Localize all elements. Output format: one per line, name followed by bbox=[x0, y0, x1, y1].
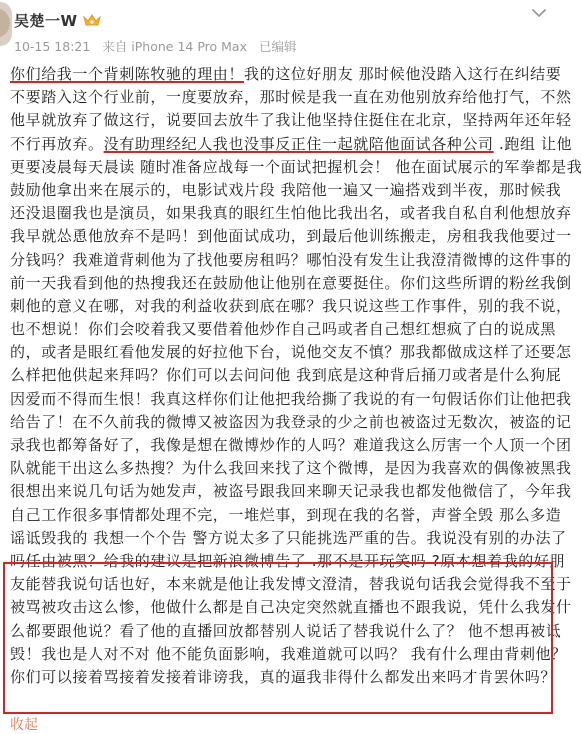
post-line: 队就能干出这么多热搜？为什么我回来找了这个微博，是因为我喜欢的偶像被黑我 bbox=[10, 459, 572, 478]
post-line: 友能替我说句话也好，本来就是他让我发博文澄清，替我说句话我会觉得我不至于 bbox=[10, 575, 572, 594]
avatar[interactable] bbox=[0, 2, 12, 46]
post-line: 你们可以接着骂接着发接着诽谤我，真的逼我非得什么都发出来吗才肯罢休吗？ bbox=[10, 667, 557, 686]
post-line: 被骂被攻击这么惨，他做什么都是自己决定突然就直播也不跟我说，凭什么我发什 bbox=[10, 598, 572, 617]
post-line-text: 不行再放弃。 bbox=[10, 134, 104, 153]
post-source: 来自 iPhone 14 Pro Max bbox=[102, 39, 247, 54]
post-line bbox=[10, 133, 573, 156]
post-line: 录我也都筹备好了，我像是想在微博炒作的人吗？难道我这么厉害一个人顶一个团 bbox=[10, 436, 572, 454]
crown-badge-icon[interactable] bbox=[83, 13, 101, 27]
post-line: 吗任由被黑？给我的建议是把新浪微博告了 .那不是开玩笑吗 ?原本想着我的好朋 bbox=[10, 551, 566, 570]
post-line-text: 我的这位好朋友 那时候他没踏入这行在纠结要 bbox=[244, 65, 562, 83]
post-meta bbox=[14, 37, 304, 55]
post-line: 自己工作很多事情都处理不完，一堆烂事，到现在我的名誉，声誉全毁 那么多造 bbox=[10, 505, 562, 524]
post-line: 还没退圈我也是演员，如果我真的眼红生怕他比我出名，或者我自私自利他想放弃 bbox=[10, 204, 572, 223]
post-header bbox=[0, 0, 564, 60]
collapse-link[interactable]: 收起 bbox=[10, 717, 38, 733]
post-line: 也不想说！你们会咬着我又要借着他炒作自己吗或者自己想红想疯了白的说成黑 bbox=[10, 320, 557, 339]
post-line: 么都要跟他说？看了他的直播回放都替别人说话了替我说什么了？ 他不想再被诋 bbox=[10, 621, 562, 640]
edited-label[interactable]: 已编辑 bbox=[258, 39, 297, 54]
post-line: 因爱而不得而生恨！我真这样你们让他把我给撕了我说的有一句假话你们让他把我 bbox=[10, 389, 572, 408]
author-name[interactable]: 吴楚一W bbox=[14, 11, 78, 30]
post-line: 他早就放弃了做这行，说要回去放牛了我让他坚持住挺住在北京，坚持两年还年轻 bbox=[10, 111, 572, 130]
author-row bbox=[14, 9, 101, 31]
underlined-segment: 你们给我一个背刺陈牧驰的理由！ bbox=[10, 65, 245, 83]
post-line: 分钱吗？我难道背刺他为了找他要房租吗？哪怕没有发生让我澄清微博的这件事的 bbox=[10, 250, 572, 269]
post-line: 不要踏入这个行业前，一度要放弃，那时候是我一直在劝他别放弃给他打气，不然 bbox=[10, 88, 572, 107]
chevron-down-icon[interactable] bbox=[530, 6, 548, 20]
post-line bbox=[10, 63, 562, 86]
post-line: 毁！我也是人对不对 他不能负面影响，我难道就可以吗？ 我有什么理由背刺他？ bbox=[10, 644, 567, 663]
post-line: 我早就怂恿他放弃不是吗！到他面试成功，到最后他训练搬走，房租我我他要过一 bbox=[10, 227, 572, 246]
highlight-box bbox=[3, 562, 553, 714]
post-line: 更要凌晨每天晨读 随时准备应战每一个面试把握机会！ 他在面试展示的军拳都是我 bbox=[10, 157, 582, 176]
post-line: 的，或者是眼红看他发展的好拉他下台，说他交友不慎？那我都做成这样了还要怎 bbox=[10, 343, 572, 362]
post-line: 么样把他供起来拜吗？你们可以去问问他 我到底是这种背后捅刀或者是什么狗屁 bbox=[10, 366, 562, 385]
post-date: 10-15 18:21 bbox=[14, 39, 91, 54]
post-line: 谣诋毁我的 我想一个个告 警方说太多了只能挑选严重的告。我说没有别的办法了 bbox=[10, 528, 567, 547]
post-line-text: .跑组 让他 bbox=[493, 134, 573, 153]
post-line: 给告了！在不久前我的微博又被盗因为我登录的少之前也被盗过无数次，被盗的记 bbox=[10, 412, 572, 431]
post-line: 刺他的意义在哪，对我的利益收获到底在哪？我只说这些工作事件，别的我不说， bbox=[10, 296, 572, 315]
underlined-segment: 没有助理经纪人我也没事反正住一起就陪他面试各种公司 bbox=[103, 134, 494, 153]
post-line: 鼓励他拿出来在展示的，电影试戏片段 我陪他一遍又一遍搭戏到半夜，那时候我 bbox=[10, 180, 562, 199]
post-line: 前一天我看到他的热搜我还在鼓励他让他别在意要挺住。你们这些所谓的粉丝我倒 bbox=[10, 273, 572, 292]
post-line: 很想出来说几句话为她发声，被盗号跟我回来聊天记录我也都发他微信了，今年我 bbox=[10, 482, 572, 501]
